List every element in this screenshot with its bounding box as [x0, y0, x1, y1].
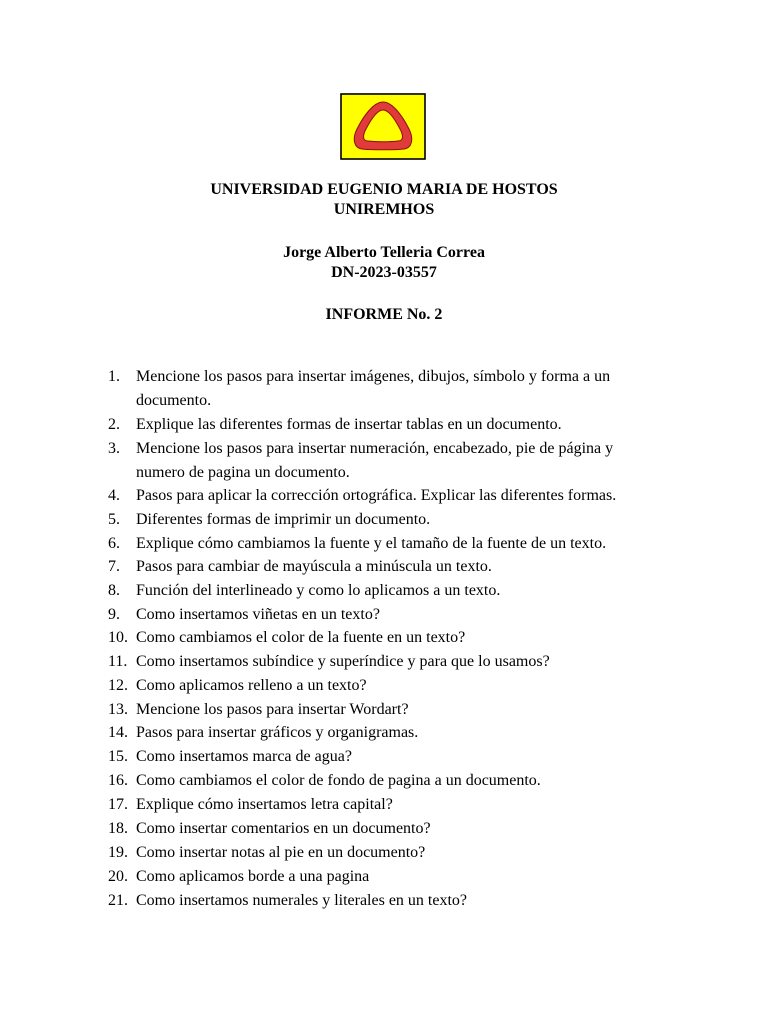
- list-item-text: Como insertar comentarios en un documento?: [136, 820, 431, 837]
- list-item-text-continued: numero de pagina un documento.: [136, 463, 350, 481]
- list-item-number: 2.: [108, 416, 120, 433]
- list-item-number: 13.: [108, 701, 128, 718]
- list-item: [108, 745, 352, 769]
- list-item-text: Como cambiamos el color de fondo de pagina a un documento.: [136, 772, 541, 789]
- list-item-number: 19.: [108, 844, 128, 861]
- list-item-number: 10.: [108, 629, 128, 646]
- list-item-text: Pasos para aplicar la corrección ortográfica. Explicar las diferentes formas.: [136, 487, 617, 504]
- list-item-text: Mencione los pasos para insertar numeración, encabezado, pie de página y: [136, 440, 614, 457]
- list-item-number: 16.: [108, 772, 128, 789]
- list-item: [108, 721, 418, 745]
- list-item: [108, 674, 367, 698]
- list-item: [108, 508, 430, 532]
- list-item: [108, 365, 610, 412]
- list-item-text: Como insertar notas al pie en un documento?: [136, 844, 426, 861]
- list-item-number: 11.: [108, 653, 128, 670]
- list-item-text: Explique cómo insertamos letra capital?: [136, 796, 393, 813]
- list-item-number: 21.: [108, 892, 128, 909]
- university-short-name: UNIREMHOS: [333, 201, 435, 218]
- list-item-text: Como insertamos numerales y literales en un texto?: [136, 892, 468, 909]
- list-item-number: 5.: [108, 511, 120, 528]
- list-item: [108, 817, 431, 841]
- list-item: [108, 793, 393, 817]
- list-item-text: Como aplicamos relleno a un texto?: [136, 677, 367, 694]
- list-item-number: 8.: [108, 582, 120, 599]
- list-item-text: Pasos para insertar gráficos y organigramas.: [136, 724, 419, 741]
- list-item-number: 9.: [108, 606, 120, 623]
- list-item: [108, 437, 613, 484]
- list-item-number: 17.: [108, 796, 128, 813]
- list-item-number: 12.: [108, 677, 128, 694]
- list-item-text: Como cambiamos el color de la fuente en un texto?: [136, 629, 466, 646]
- list-item-text: Función del interlineado y como lo aplicamos a un texto.: [136, 582, 501, 599]
- list-item-text: Como insertamos viñetas en un texto?: [136, 606, 380, 623]
- list-item-text: Mencione los pasos para insertar Wordart?: [136, 701, 409, 718]
- list-item: [108, 484, 616, 508]
- list-item-text-continued: documento.: [136, 391, 212, 409]
- student-name: Jorge Alberto Telleria Correa: [283, 244, 485, 261]
- list-item: [108, 650, 550, 674]
- list-item-text: Como insertamos subíndice y superíndice y para que lo usamos?: [136, 653, 550, 670]
- list-item: [108, 555, 492, 579]
- list-item-number: 4.: [108, 487, 120, 504]
- list-item-number: 6.: [108, 535, 120, 552]
- list-item: [108, 579, 500, 603]
- list-item-text: Mencione los pasos para insertar imágenes, dibujos, símbolo y forma a un: [136, 368, 611, 385]
- list-item-number: 15.: [108, 748, 128, 765]
- list-item: [108, 532, 606, 556]
- list-item-text: Como insertamos marca de agua?: [136, 748, 352, 765]
- list-item: [108, 698, 409, 722]
- list-item: [108, 603, 380, 627]
- list-item-text: Explique las diferentes formas de insertar tablas en un documento.: [136, 416, 562, 433]
- report-title: INFORME No. 2: [325, 306, 443, 323]
- list-item-number: 7.: [108, 558, 120, 575]
- university-name: UNIVERSIDAD EUGENIO MARIA DE HOSTOS: [210, 181, 558, 198]
- list-item-text: Como aplicamos borde a una pagina: [136, 868, 370, 885]
- student-id: DN-2023-03557: [331, 264, 437, 281]
- list-item-number: 18.: [108, 820, 128, 837]
- list-item-text: Explique cómo cambiamos la fuente y el tamaño de la fuente de un texto.: [136, 535, 607, 552]
- list-item: [108, 769, 541, 793]
- list-item-text: Pasos para cambiar de mayúscula a minúscula un texto.: [136, 558, 492, 575]
- list-item-number: 3.: [108, 440, 120, 457]
- list-item-number: 14.: [108, 724, 128, 741]
- list-item-number: 1.: [108, 368, 120, 385]
- list-item: [108, 626, 465, 650]
- list-item-text: Diferentes formas de imprimir un documento.: [136, 511, 431, 528]
- list-item: [108, 865, 369, 889]
- list-item: [108, 841, 425, 865]
- list-item: [108, 413, 562, 437]
- list-item-number: 20.: [108, 868, 128, 885]
- list-item: [108, 889, 467, 913]
